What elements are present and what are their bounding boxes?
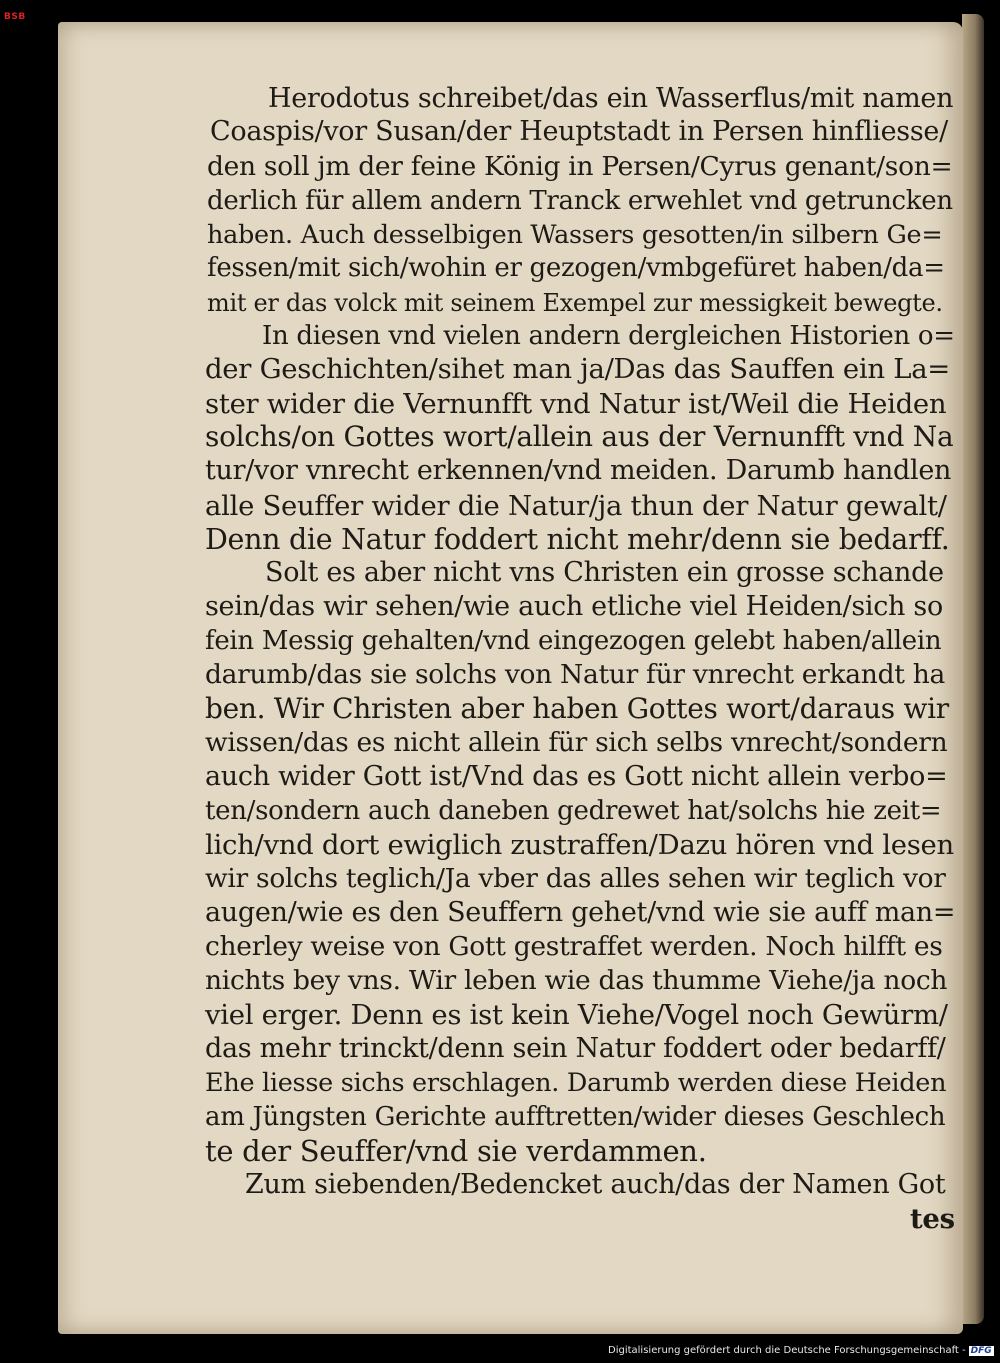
text-line: wir solchs teglich/Ja vber das alles sehen wir teglich vor [205, 863, 946, 894]
text-line: tur/vor vnrecht erkennen/vnd meiden. Darumb handlen [205, 455, 952, 486]
text-line: mit er das volck mit seinem Exempel zur messigkeit bewegte. [207, 289, 943, 317]
text-line: viel erger. Denn es ist kein Viehe/Vogel noch Gewürm/ [205, 999, 948, 1031]
text-line: cherley weise von Gott gestraffet werden. Noch hilfft es [205, 931, 943, 962]
text-line: sein/das wir sehen/wie auch etliche viel Heiden/sich so [205, 591, 943, 622]
text-line: derlich für allem andern Tranck erwehlet vnd getruncken [207, 186, 953, 216]
footer-text: Digitalisierung gefördert durch die Deutsche Forschungsgemeinschaft - [608, 1345, 966, 1356]
text-line: Coaspis/vor Susan/der Heuptstadt in Persen hinfliesse/ [210, 116, 948, 147]
text-line: wissen/das es nicht allein für sich selbs vnrecht/sondern [205, 727, 948, 758]
text-line: Solt es aber nicht vns Christen ein grosse schande [265, 557, 944, 588]
library-mark: BSB [4, 12, 26, 22]
text-line: lich/vnd dort ewiglich zustraffen/Dazu hören vnd lesen [205, 829, 954, 861]
text-line: haben. Auch desselbigen Wassers gesotten/in silbern Ge= [207, 220, 943, 250]
text-line: fein Messig gehalten/vnd eingezogen gelebt haben/allein [205, 626, 942, 656]
text-line: nichts bey vns. Wir leben wie das thumme Viehe/ja noch [205, 965, 948, 996]
text-line: augen/wie es den Seuffern gehet/vnd wie sie auff man= [205, 897, 956, 928]
text-line: Denn die Natur foddert nicht mehr/denn sie bedarff. [205, 523, 950, 556]
text-line: darumb/das sie solchs von Natur für vnrecht erkandt ha [205, 659, 945, 690]
catchword: tes [910, 1203, 955, 1235]
text-line: den soll jm der feine König in Persen/Cyrus genant/son= [207, 151, 953, 182]
digitization-footer [608, 1345, 994, 1356]
dfg-logo: DFG [970, 1346, 992, 1356]
text-line: der Geschichten/sihet man ja/Das das Sauffen ein La= [205, 353, 951, 385]
text-line: Ehe liesse sichs erschlagen. Darumb werden diese Heiden [205, 1068, 947, 1098]
text-line: auch wider Gott ist/Vnd das es Gott nicht allein verbo= [205, 761, 948, 792]
text-line: te der Seuffer/vnd sie verdammen. [205, 1134, 707, 1168]
text-line: fessen/mit sich/wohin er gezogen/vmbgefüret haben/da= [207, 253, 945, 283]
text-line: ster wider die Vernunfft vnd Natur ist/Weil die Heiden [205, 388, 947, 420]
text-line: In diesen vnd vielen andern dergleichen Historien o= [262, 321, 955, 351]
text-line: Zum siebenden/Bedencket auch/das der Namen Got [245, 1169, 946, 1200]
text-line: alle Seuffer wider die Natur/ja thun der Natur gewalt/ [205, 490, 947, 522]
text-line: ben. Wir Christen aber haben Gottes wort/daraus wir [205, 692, 949, 725]
text-line: am Jüngsten Gerichte aufftretten/wider dieses Geschlech [205, 1102, 946, 1132]
text-line: ten/sondern auch daneben gedrewet hat/solchs hie zeit= [205, 796, 942, 826]
text-line: solchs/on Gottes wort/allein aus der Vernunfft vnd Na [205, 420, 954, 453]
text-line: das mehr trinckt/denn sein Natur foddert oder bedarff/ [205, 1033, 946, 1064]
text-line: Herodotus schreibet/das ein Wasserflus/mit namen [268, 83, 954, 114]
